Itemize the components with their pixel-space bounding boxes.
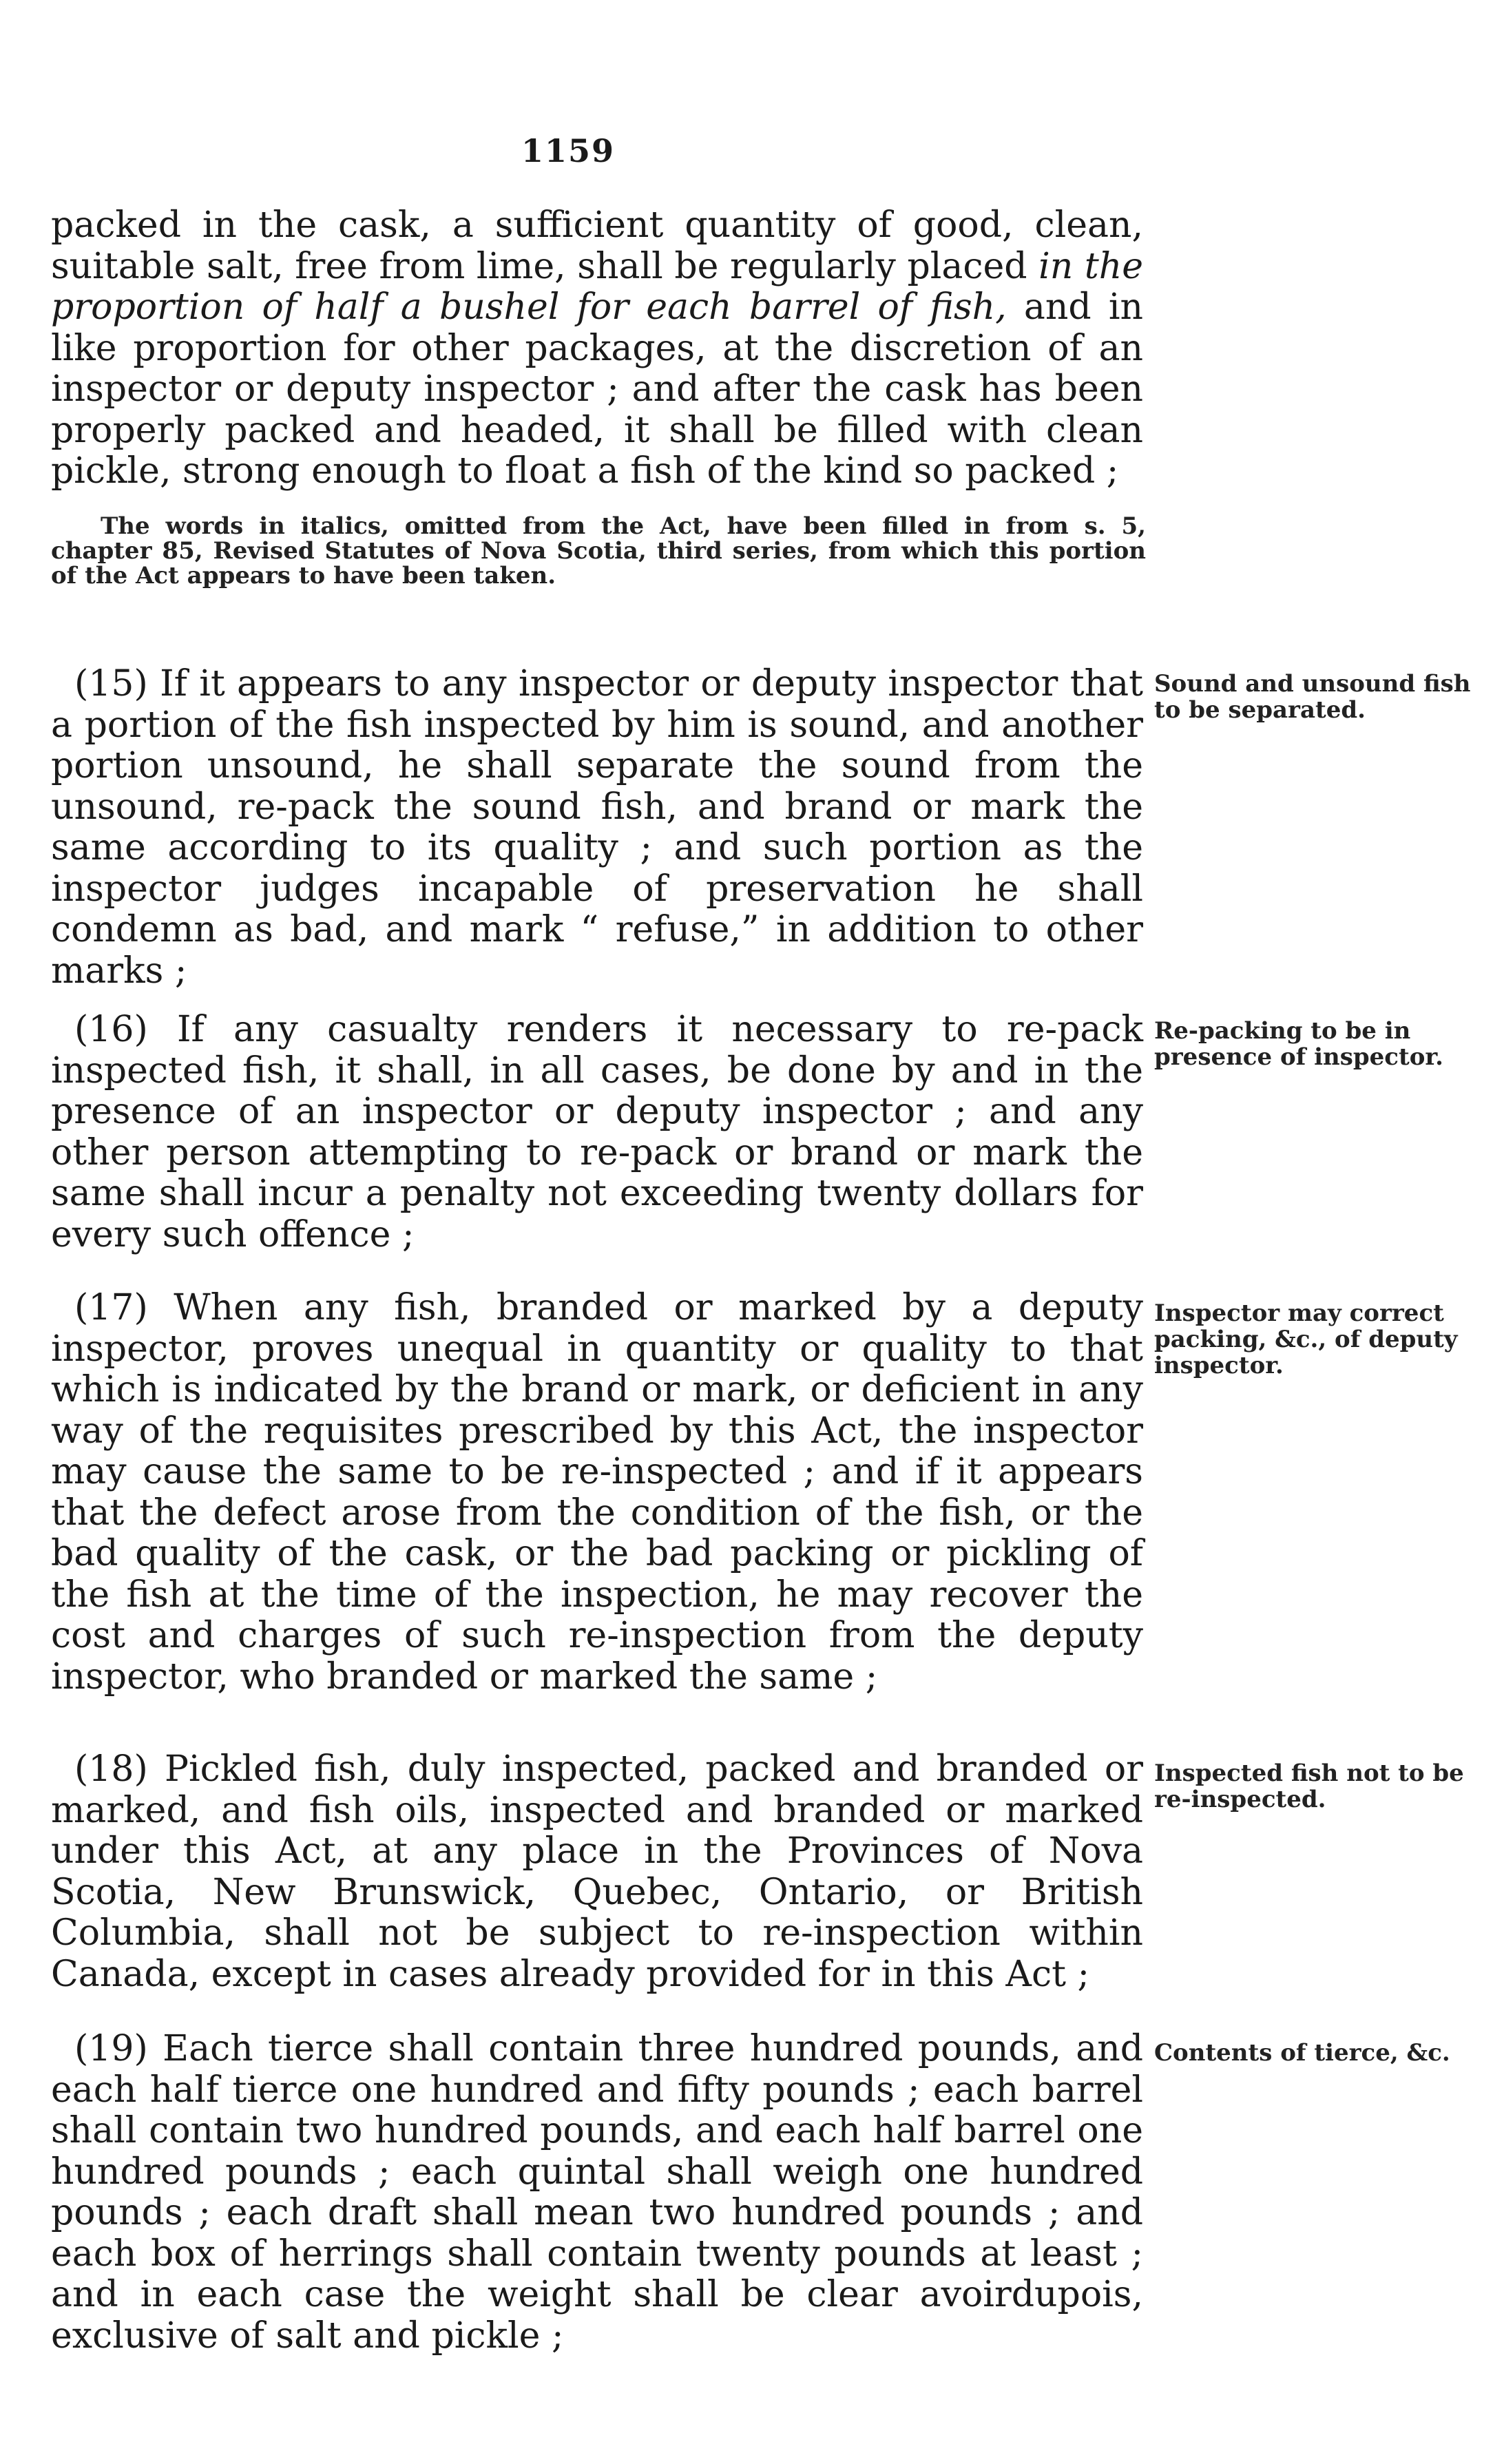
- editorial-note-text: The words in italics, omitted from the Act, have been filled in from s. 5, chapter 85, Revised Statutes of Nova Scotia, third series, from which this portion of the Act appears to have been taken.: [51, 512, 1146, 589]
- sidenote-section-17: Inspector may correct packing, &c., of deputy inspector.: [1154, 1299, 1458, 1379]
- intro-italic-insert: in the proportion of half a bushel for each barrel of fish,: [51, 245, 1144, 328]
- page-number: 1159: [521, 132, 616, 169]
- section-17-text: (17) When any fish, branded or marked by a deputy inspector, proves unequal in quantity or quality to that which is indicated by the brand or mark, or deficient in any way of the requisites prescribed by this Act, the inspector may cause the same to be re-inspected ; and if it appears that the defect arose from the condition of the fish, or the bad quality of the cask, or the bad packing or pickling of the fish at the time of the inspection, he may recover the cost and charges of such re-inspection from the deputy inspector, who branded or marked the same ;: [51, 1287, 1143, 1698]
- section-19: [51, 2029, 1143, 2357]
- section-19-text: (19) Each tierce shall contain three hundred pounds, and each half tierce one hundred and fifty pounds ; each barrel shall contain two hundred pounds, and each half barrel one hundred pounds ; each quintal shall weigh one hundred pounds ; each draft shall mean two hundred pounds ; and each box of herrings shall contain twenty pounds at least ; and in each case the weight shall be clear avoirdupois, exclusive of salt and pickle ;: [51, 2028, 1143, 2357]
- sidenote-section-18: Inspected fish not to be re-inspected.: [1154, 1760, 1464, 1813]
- sidenote-section-19: Contents of tierce, &c.: [1154, 2039, 1450, 2067]
- sidenote-section-15: Sound and unsound fish to be separated.: [1154, 670, 1471, 724]
- section-17: [51, 1288, 1143, 1698]
- intro-text-start: packed in the cask, a sufficient quantity of good, clean, suitable salt, free from lime, shall be regularly placed: [51, 205, 1143, 287]
- section-18: [51, 1749, 1143, 1995]
- editorial-note: [51, 514, 1146, 588]
- section-15-text: (15) If it appears to any inspector or deputy inspector that a portion of the fish inspected by him is sound, and another portion unsound, he shall separate the sound from the unsound, re-pack the sound fish, and brand or mark the same according to its quality ; and such portion as the inspector judges incapable of preservation he shall condemn as bad, and mark “ refuse,” in addition to other marks ;: [51, 663, 1143, 992]
- section-16: [51, 1010, 1143, 1255]
- intro-text-end: and in like proportion for other packages, at the discretion of an inspector or deputy inspector ; and after the cask has been properly packed and headed, it shall be filled with clean pickle, strong enough to float a fish of the kind so packed ;: [51, 286, 1143, 492]
- sidenote-section-16: Re-packing to be in presence of inspector.: [1154, 1017, 1444, 1071]
- section-16-text: (16) If any casualty renders it necessary to re-pack inspected fish, it shall, in all cases, be done by and in the presence of an inspector or deputy inspector ; and any other person attempting to re-pack or brand or mark the same shall incur a penalty not exceeding twenty dollars for every such offence ;: [51, 1009, 1143, 1255]
- section-15: [51, 664, 1143, 992]
- section-18-text: (18) Pickled fish, duly inspected, packed and branded or marked, and fish oils, inspected and branded or marked under this Act, at any place in the Provinces of Nova Scotia, New Brunswick, Quebec, Ontario, or British Columbia, shall not be subject to re-inspection within Canada, except in cases already provided for in this Act ;: [51, 1748, 1143, 1995]
- intro-paragraph: [51, 205, 1143, 492]
